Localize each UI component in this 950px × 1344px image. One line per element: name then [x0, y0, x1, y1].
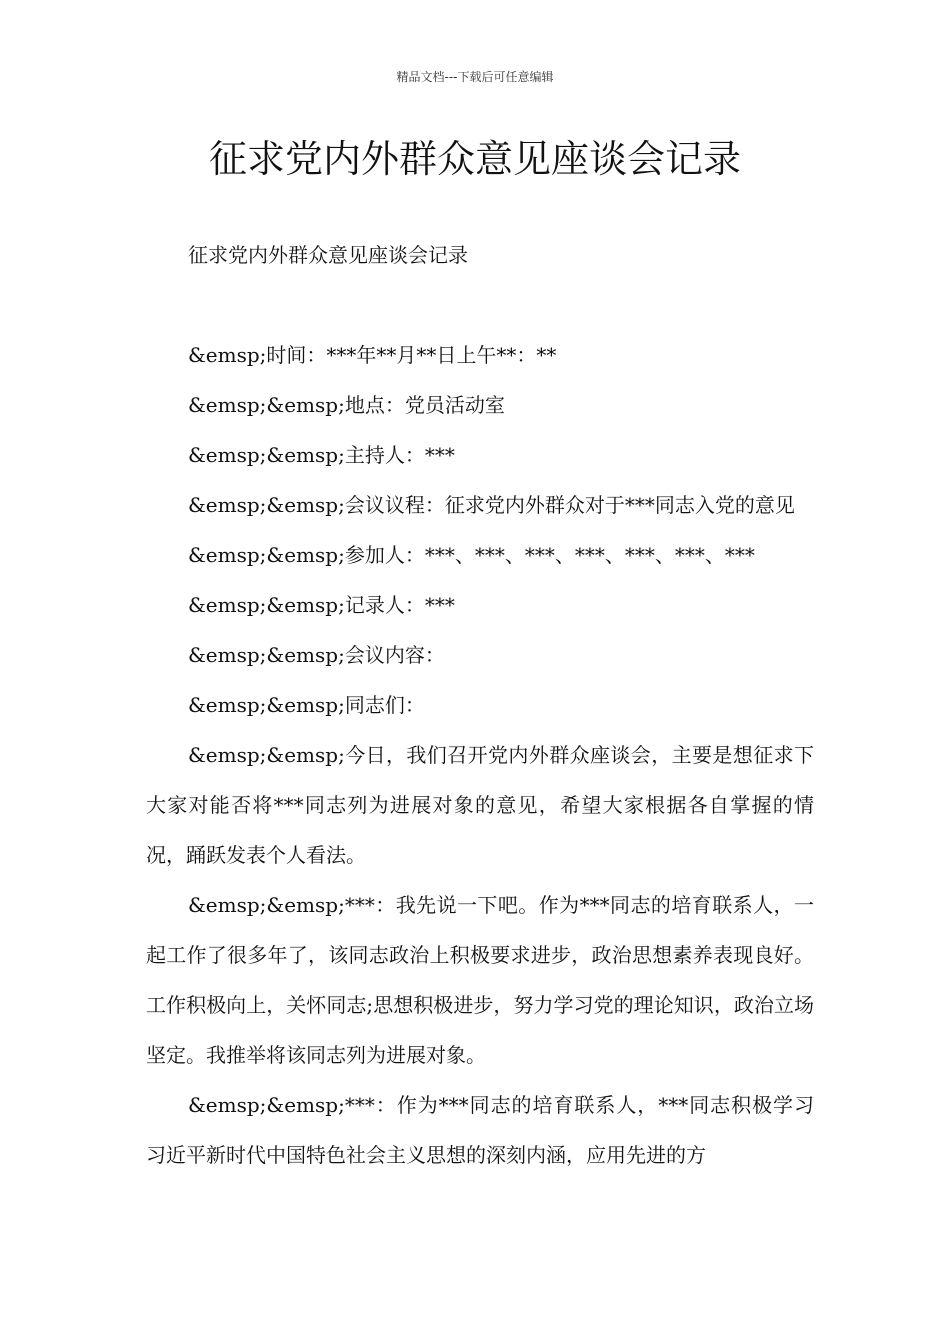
paragraph-statement-1: &emsp;&emsp;***：我先说一下吧。作为***同志的培育联系人，一起工作了很多年了，该同志政治上积极要求进步，政治思想素养表现良好。工作积极向上，关怀同志;思想积极进步，努力学习党的理论知识，政治立场坚定。我推举将该同志列为进展对象。 — [146, 893, 814, 1067]
paragraph-host: &emsp;&emsp;主持人：*** — [188, 443, 455, 467]
paragraph-agenda: &emsp;&emsp;会议议程：征求党内外群众对于***同志入党的意见 — [188, 493, 795, 517]
paragraph-opening: &emsp;&emsp;今日，我们召开党内外群众座谈会，主要是想征求下大家对能否将***同志列为进展对象的意见，希望大家根据各自掌握的情况，踊跃发表个人看法。 — [146, 743, 814, 867]
paragraph-location: &emsp;&emsp;地点：党员活动室 — [188, 393, 505, 417]
paragraph-time: &emsp;时间：***年**月**日上午**：** — [188, 343, 557, 367]
paragraph-statement-2: &emsp;&emsp;***：作为***同志的培育联系人，***同志积极学习习近平新时代中国特色社会主义思想的深刻内涵，应用先进的方 — [146, 1093, 814, 1167]
paragraph-greeting: &emsp;&emsp;同志们： — [188, 693, 425, 717]
header-note: 精品文档---下载后可任意编辑 — [396, 70, 554, 84]
document-subtitle: 征求党内外群众意见座谈会记录 — [188, 243, 468, 267]
paragraph-recorder: &emsp;&emsp;记录人：*** — [188, 593, 455, 617]
paragraph-content-label: &emsp;&emsp;会议内容： — [188, 643, 445, 667]
paragraph-attendees: &emsp;&emsp;参加人：***、***、***、***、***、***、*** — [188, 543, 755, 567]
document-title: 征求党内外群众意见座谈会记录 — [208, 137, 741, 181]
document-body — [146, 230, 814, 1180]
